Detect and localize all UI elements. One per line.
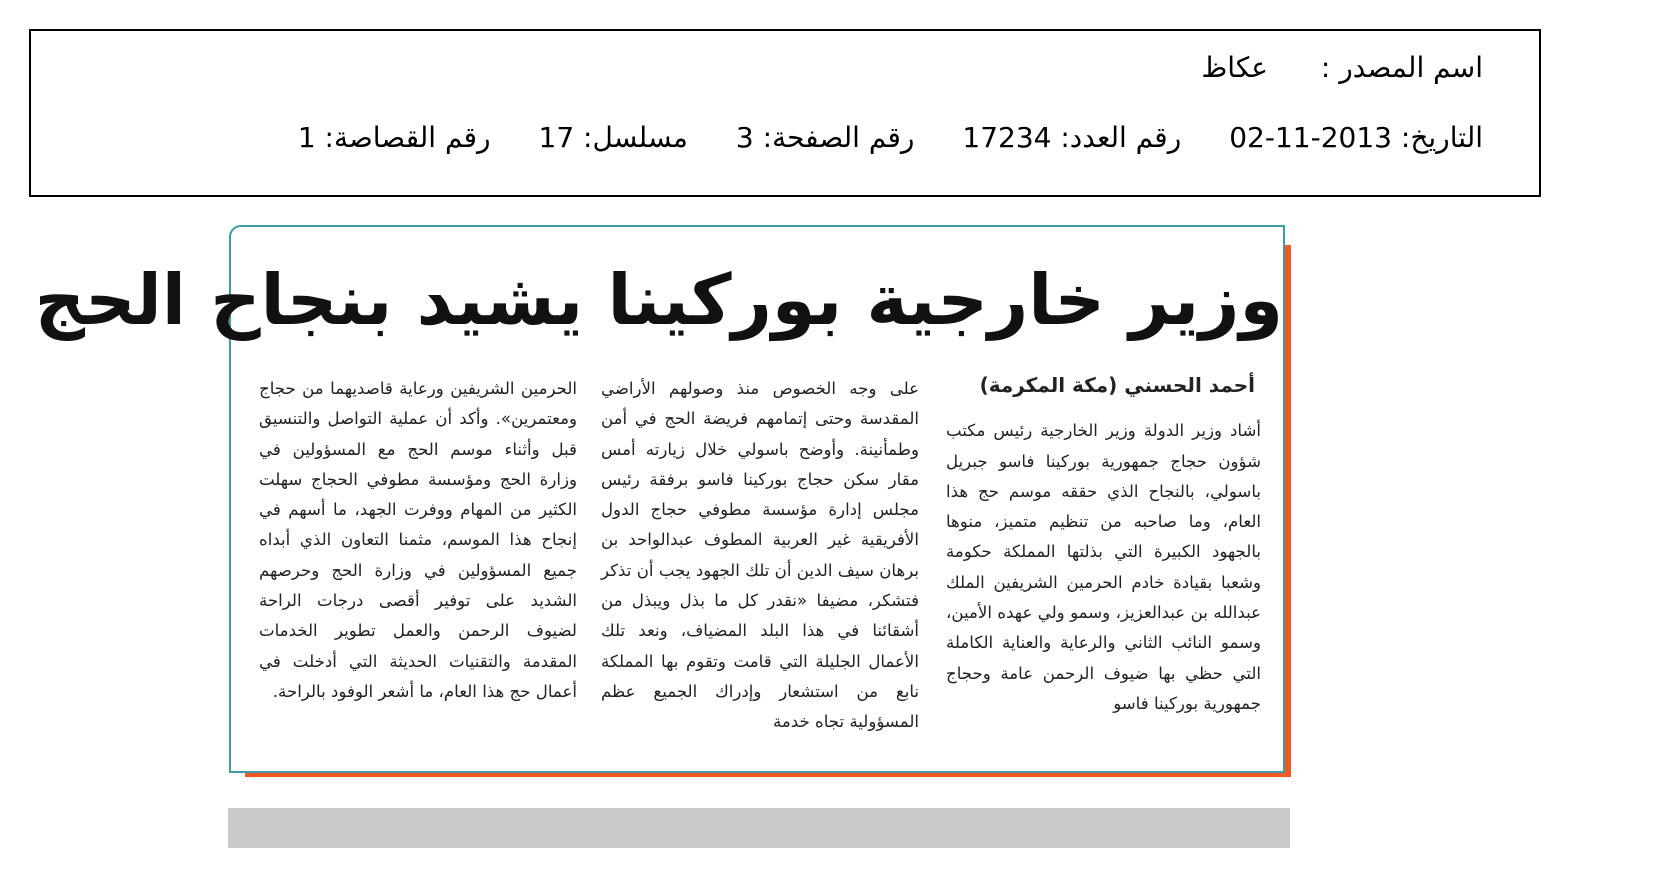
details-line: [298, 121, 1483, 154]
issue-number-field: رقم العدد: 17234: [962, 121, 1182, 154]
document-metadata-box: [29, 29, 1541, 197]
article-byline: أحمد الحسني (مكة المكرمة): [979, 373, 1255, 397]
article-column-3: [259, 374, 577, 707]
date-field: التاريخ: 2013-11-02: [1229, 121, 1483, 154]
newspaper-clipping: [34, 225, 1285, 773]
source-value: عكاظ: [1201, 51, 1268, 84]
source-line: [1201, 51, 1483, 84]
article-column-2: [601, 374, 919, 738]
article-headline: وزير خارجية بوركينا يشيد بنجاح الحج: [34, 259, 1283, 341]
column-2-text: على وجه الخصوص منذ وصولهم الأراضي المقدسة وحتى إتمامهم فريضة الحج في أمن وطمأنينة. وأوضح باسولي خلال زيارته أمس مقار سكن حجاج بوركينا فاسو برفقة رئيس مجلس إدارة مؤسسة مطوفي حجاج الدول الأفريقية غير العربية المطوف عبدالواحد بن برهان سيف الدين أن تلك الجهود يجب أن تذكر فتشكر، مضيفا «نقدر كل ما بذل ويبذل من أشقائنا في هذا البلد المضياف، ونعد تلك الأعمال الجليلة التي قامت وتقوم بها المملكة نابع من استشعار وإدراك الجميع عظم المسؤولية تجاه خدمة: [601, 379, 919, 732]
source-label: اسم المصدر :: [1320, 51, 1483, 84]
serial-field: مسلسل: 17: [538, 121, 688, 154]
column-3-text: الحرمين الشريفين ورعاية قاصديهما من حجاج ومعتمرين». وأكد أن عملية التواصل والتنسيق قبل وأثناء موسم الحج مع المسؤولين في وزارة الحج ومؤسسة مطوفي الحجاج سهلت الكثير من المهام ووفرت الجهد، ما أسهم في إنجاح هذا الموسم، مثمنا التعاون الذي أبداه جميع المسؤولين في وزارة الحج وحرصهم الشديد على توفير أقصى درجات الراحة لضيوف الرحمن والعمل تطوير الخدمات المقدمة والتقنيات الحديثة التي أدخلت في أعمال حج هذا العام، ما أشعر الوفود بالراحة.: [259, 379, 577, 701]
page-number-field: رقم الصفحة: 3: [735, 121, 915, 154]
next-clipping-edge: [228, 808, 1290, 848]
article-column-1: [946, 372, 1261, 719]
clip-number-field: رقم القصاصة: 1: [297, 121, 491, 154]
clip-shadow-right: [1285, 245, 1291, 775]
column-1-text: أشاد وزير الدولة وزير الخارجية رئيس مكتب شؤون حجاج جمهورية بوركينا فاسو جبريل باسولي، بالنجاح الذي حققه موسم حج هذا العام، وما صاحبه من تنظيم متميز، منوها بالجهود الكبيرة التي بذلتها المملكة حكومة وشعبا بقيادة خادم الحرمين الشريفين الملك عبدالله بن عبدالعزيز، وسمو ولي عهده الأمين، وسمو النائب الثاني والرعاية والعناية الكاملة التي حظي بها ضيوف الرحمن عامة وحجاج جمهورية بوركينا فاسو: [946, 421, 1261, 713]
